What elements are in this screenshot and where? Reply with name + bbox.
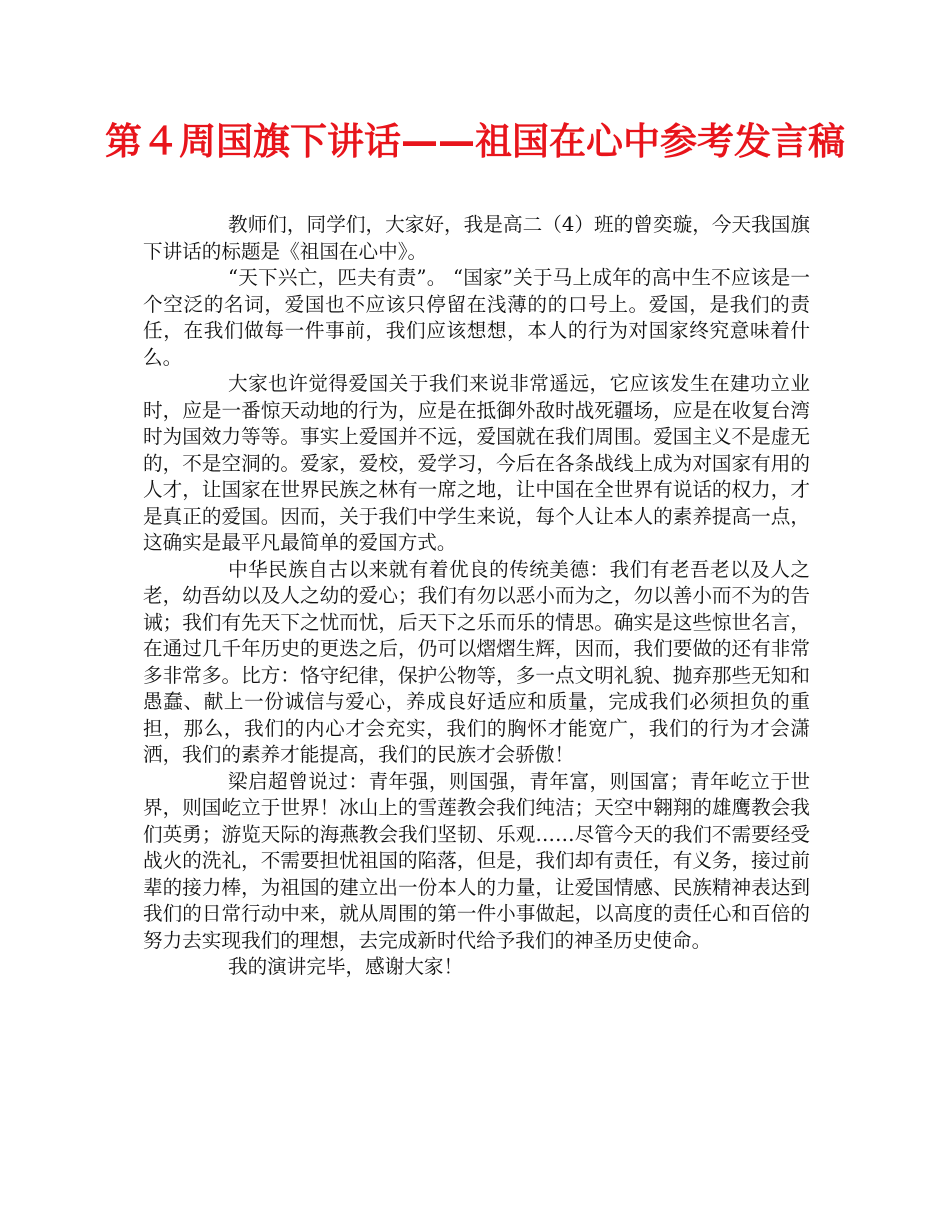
paragraph-greeting: 教师们，同学们，大家好，我是高二（4）班的曾奕璇，今天我国旗下讲话的标题是《祖国在心中》。 <box>143 213 810 263</box>
document-title: 第４周国旗下讲话——祖国在心中参考发言稿 <box>105 120 845 163</box>
paragraph-closing: 我的演讲完毕，感谢大家！ <box>228 955 464 978</box>
document-body <box>143 212 810 981</box>
paragraph-patriotism-near: 大家也许觉得爱国关于我们来说非常遥远，它应该发生在建功立业时，应是一番惊天动地的行为，应是在抵御外敌时战死疆场，应是在收复台湾时为国效力等等。事实上爱国并不远，爱国就在我们周围。爱国主义不是虚无的，不是空洞的。爱家，爱校，爱学习，今后在各条战线上成为对国家有用的人才，让国家在世界民族之林有一席之地，让中国在全世界有说话的权力，才是真正的爱国。因而，关于我们中学生来说，每个人让本人的素养提高一点，这确实是最平凡最简单的爱国方式。 <box>143 372 810 554</box>
paragraph-youth-strength: 梁启超曾说过：青年强，则国强，青年富，则国富；青年屹立于世界，则国屹立于世界！冰山上的雪莲教会我们纯洁；天空中翱翔的雄鹰教会我们英勇；游览天际的海燕教会我们坚韧、乐观……尽管今天的我们不需要经受战火的洗礼，不需要担忧祖国的陷落，但是，我们却有责任，有义务，接过前辈的接力棒，为祖国的建立出一份本人的力量，让爱国情感、民族精神表达到我们的日常行动中来，就从周围的第一件小事做起，以高度的责任心和百倍的努力去实现我们的理想，去完成新时代给予我们的神圣历史使命。 <box>143 769 810 952</box>
paragraph-responsibility: “天下兴亡，匹夫有责”。 “国家”关于马上成年的高中生不应该是一个空泛的名词，爱国也不应该只停留在浅薄的的口号上。爱国，是我们的责任，在我们做每一件事前，我们应该想想，本人的行为对国家终究意味着什么。 <box>143 266 810 369</box>
paragraph-traditional-virtues: 中华民族自古以来就有着优良的传统美德：我们有老吾老以及人之老，幼吾幼以及人之幼的爱心；我们有勿以恶小而为之，勿以善小而不为的告诫；我们有先天下之忧而忧，后天下之乐而乐的情思。确实是这些惊世名言，在通过几千年历史的更迭之后，仍可以熠熠生辉，因而，我们要做的还有非常多非常多。比方：恪守纪律，保护公物等，多一点文明礼貌、抛弃那些无知和愚蠢、献上一份诚信与爱心，养成良好适应和质量，完成我们必须担负的重担，那么，我们的内心才会充实，我们的胸怀才能宽广，我们的行为才会潇洒，我们的素养才能提高，我们的民族才会骄傲！ <box>143 557 810 766</box>
